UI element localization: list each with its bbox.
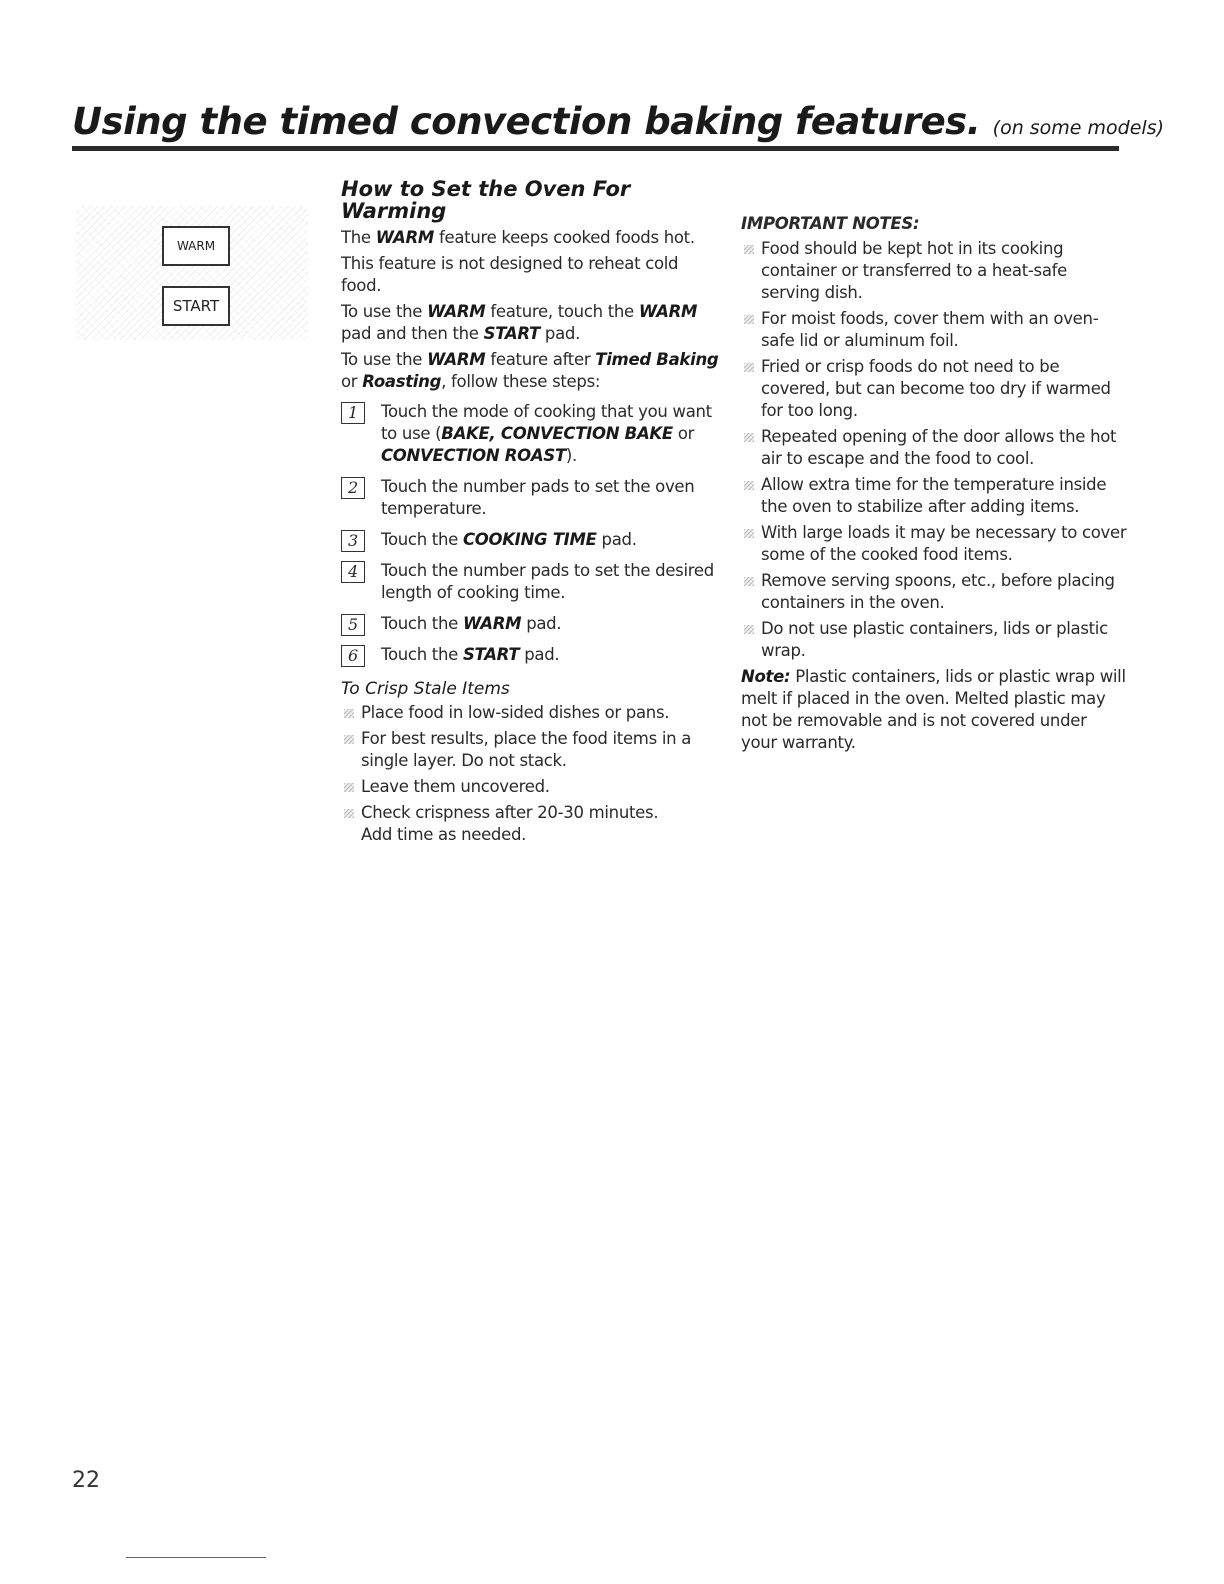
warming-intro-3-part: WARM bbox=[638, 302, 698, 321]
step-number: 6 bbox=[341, 645, 365, 667]
note-item bbox=[741, 618, 1127, 662]
step-item bbox=[341, 529, 723, 551]
step-number: 1 bbox=[341, 402, 365, 424]
step-text-part: Touch the mode of cooking that you want to use ( bbox=[381, 402, 712, 443]
note-item-text: Food should be kept hot in its cooking container or transferred to a heat-safe serving dish. bbox=[761, 239, 1067, 302]
note-item-text: Do not use plastic containers, lids or plastic wrap. bbox=[761, 619, 1108, 660]
step-number: 5 bbox=[341, 614, 365, 636]
note-item bbox=[741, 570, 1127, 614]
start-pad: START bbox=[162, 286, 230, 326]
page-title-main: Using the timed convection baking features. bbox=[72, 100, 981, 143]
step-text bbox=[381, 530, 637, 549]
note-text: Plastic containers, lids or plastic wrap will melt if placed in the oven. Melted plastic may not be removable and is not covered under your warranty. bbox=[741, 667, 1126, 752]
step-text-part: BAKE, CONVECTION BAKE bbox=[441, 424, 673, 443]
bullet-icon bbox=[744, 245, 754, 254]
page-title-suffix: (on some models) bbox=[992, 117, 1165, 139]
notes-column bbox=[741, 213, 1127, 758]
bullet-icon bbox=[744, 433, 754, 442]
warming-intro-2-part: This feature is not designed to reheat cold food. bbox=[341, 254, 679, 295]
note-item-text: Allow extra time for the temperature inside the oven to stabilize after adding items. bbox=[761, 475, 1107, 516]
bullet-icon bbox=[744, 481, 754, 490]
note-item bbox=[741, 238, 1127, 304]
footer-rule bbox=[126, 1557, 266, 1558]
crisp-item bbox=[341, 728, 723, 772]
step-item bbox=[341, 560, 723, 604]
step-text-part: CONVECTION ROAST bbox=[381, 446, 566, 465]
step-text-part: Touch the number pads to set the desired length of cooking time. bbox=[381, 561, 714, 602]
bullet-icon bbox=[744, 577, 754, 586]
warming-intro-4-part: or bbox=[341, 372, 363, 391]
crisp-item-text: Place food in low-sided dishes or pans. bbox=[361, 703, 670, 722]
crisp-heading: To Crisp Stale Items bbox=[341, 679, 510, 699]
warming-column bbox=[341, 178, 723, 850]
crisp-item bbox=[341, 702, 723, 724]
crisp-list bbox=[341, 702, 723, 846]
warming-intro-1-part: The bbox=[341, 228, 376, 247]
step-text-part: Touch the bbox=[381, 614, 463, 633]
note-item-text: For moist foods, cover them with an oven-safe lid or aluminum foil. bbox=[761, 309, 1099, 350]
title-rule bbox=[72, 146, 1119, 151]
step-text bbox=[381, 614, 561, 633]
step-text bbox=[381, 645, 559, 664]
step-text-part: pad. bbox=[596, 530, 637, 549]
page-title bbox=[72, 100, 1164, 143]
warming-intro-2 bbox=[341, 253, 723, 297]
warming-intro-3-part: pad and then the bbox=[341, 324, 484, 343]
warming-intro-3-part: WARM bbox=[427, 302, 486, 321]
step-text-part: or bbox=[672, 424, 695, 443]
step-text-part: pad. bbox=[519, 645, 560, 664]
bullet-icon bbox=[344, 735, 354, 744]
bullet-icon bbox=[344, 783, 354, 792]
note-item-text: With large loads it may be necessary to cover some of the cooked food items. bbox=[761, 523, 1127, 564]
step-number: 4 bbox=[341, 561, 365, 583]
warming-intro-4-part: , follow these steps: bbox=[441, 372, 601, 391]
bullet-icon bbox=[744, 625, 754, 634]
warming-intro-4-part: Roasting bbox=[362, 372, 442, 391]
note-item bbox=[741, 426, 1127, 470]
warming-intro-3-part: feature, touch the bbox=[485, 302, 639, 321]
step-text-part: ). bbox=[565, 446, 578, 465]
crisp-item-text: For best results, place the food items in a single layer. Do not stack. bbox=[361, 729, 692, 770]
warming-steps bbox=[341, 401, 723, 666]
bullet-icon bbox=[744, 529, 754, 538]
warming-intro-1 bbox=[341, 227, 723, 249]
step-text-part: Touch the number pads to set the oven temperature. bbox=[381, 477, 695, 518]
warming-intro-4 bbox=[341, 349, 723, 393]
warming-intro-3-part: pad. bbox=[539, 324, 581, 343]
note-item-text: Repeated opening of the door allows the hot air to escape and the food to cool. bbox=[761, 427, 1117, 468]
step-text-part: pad. bbox=[521, 614, 562, 633]
warming-intro-1-part: feature keeps cooked foods hot. bbox=[434, 228, 695, 247]
bullet-icon bbox=[344, 809, 354, 818]
warming-intro-3-part: To use the bbox=[341, 302, 428, 321]
bullet-icon bbox=[744, 363, 754, 372]
warming-intro-4-part: Timed Baking bbox=[595, 350, 719, 369]
bullet-icon bbox=[744, 315, 754, 324]
step-text-part: Touch the bbox=[381, 645, 463, 664]
step-text-part: START bbox=[462, 645, 520, 664]
note-item-text: Remove serving spoons, etc., before placing containers in the oven. bbox=[761, 571, 1115, 612]
step-item bbox=[341, 613, 723, 635]
note-item-text: Fried or crisp foods do not need to be covered, but can become too dry if warmed for too long. bbox=[761, 357, 1111, 420]
step-text bbox=[381, 477, 694, 518]
note-item bbox=[741, 356, 1127, 422]
note-item bbox=[741, 474, 1127, 518]
control-pad-illustration bbox=[76, 206, 308, 340]
step-item bbox=[341, 476, 723, 520]
step-number: 3 bbox=[341, 530, 365, 552]
notes-list bbox=[741, 238, 1127, 662]
warming-intro-4-part: To use the bbox=[341, 350, 428, 369]
crisp-item-text: Leave them uncovered. bbox=[361, 777, 550, 796]
warming-heading: How to Set the Oven For Warming bbox=[341, 177, 631, 223]
step-text bbox=[381, 561, 714, 602]
note-item bbox=[741, 308, 1127, 352]
warming-intro-4-part: feature after bbox=[485, 350, 596, 369]
page-number: 22 bbox=[72, 1468, 100, 1493]
warming-intro-4-part: WARM bbox=[427, 350, 486, 369]
warming-intro-3 bbox=[341, 301, 723, 345]
step-text-part: Touch the bbox=[381, 530, 463, 549]
crisp-item bbox=[341, 776, 723, 798]
note-item bbox=[741, 522, 1127, 566]
crisp-item bbox=[341, 802, 723, 846]
notes-heading: IMPORTANT NOTES: bbox=[741, 214, 920, 233]
plastic-note bbox=[741, 666, 1127, 754]
step-item bbox=[341, 644, 723, 666]
warming-intro-3-part: START bbox=[483, 324, 540, 343]
step-text-part: WARM bbox=[462, 614, 522, 633]
crisp-item-text: Add time as needed. bbox=[361, 825, 527, 844]
note-label: Note: bbox=[741, 667, 791, 686]
warm-pad: WARM bbox=[162, 226, 230, 266]
bullet-icon bbox=[344, 709, 354, 718]
step-number: 2 bbox=[341, 477, 365, 499]
step-text bbox=[381, 402, 712, 465]
step-text-part: COOKING TIME bbox=[462, 530, 597, 549]
step-item bbox=[341, 401, 723, 467]
warming-intro-1-part: WARM bbox=[375, 228, 435, 247]
crisp-item-text: Check crispness after 20-30 minutes. bbox=[361, 803, 659, 822]
